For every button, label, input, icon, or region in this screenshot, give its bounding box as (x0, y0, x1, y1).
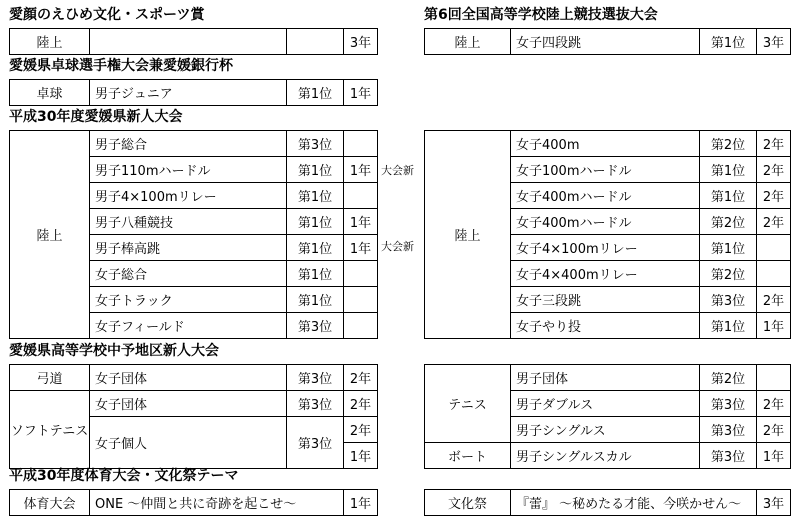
detail-cell: 男子シングルス (511, 417, 700, 443)
table-row (10, 131, 378, 157)
detail-cell: 『蕾』 〜秘めたる才能、今咲かせん〜 (511, 490, 757, 516)
detail-cell: 女子総合 (90, 261, 287, 287)
grade-cell (344, 261, 378, 287)
grade-cell: 2年 (757, 209, 791, 235)
grade-cell: 3年 (344, 29, 378, 55)
rank-cell: 第3位 (700, 287, 757, 313)
detail-cell: 女子やり投 (511, 313, 700, 339)
table-row (425, 490, 791, 516)
grade-cell: 1年 (344, 490, 378, 516)
event-cell: 卓球 (10, 80, 90, 106)
selection-table (424, 28, 791, 55)
grade-cell: 2年 (757, 131, 791, 157)
table-row (10, 490, 378, 516)
rank-cell: 第1位 (287, 209, 344, 235)
detail-cell: 女子400mハードル (511, 209, 700, 235)
detail-cell: 女子個人 (90, 417, 287, 469)
rank-cell: 第1位 (700, 29, 757, 55)
event-cell: 陸上 (10, 131, 90, 339)
detail-cell: 男子ダブルス (511, 391, 700, 417)
athletics-table (424, 130, 791, 339)
grade-cell (344, 183, 378, 209)
rank-cell: 第2位 (700, 365, 757, 391)
grade-cell (344, 287, 378, 313)
detail-cell: 男子棒高跳 (90, 235, 287, 261)
award-title: 愛顔のえひめ文化・スポーツ賞 (9, 7, 205, 23)
table-row (10, 365, 378, 391)
grade-cell: 2年 (344, 391, 378, 417)
detail-cell: 女子400m (511, 131, 700, 157)
detail-cell: 男子総合 (90, 131, 287, 157)
tabletennis-title: 愛媛県卓球選手権大会兼愛媛銀行杯 (9, 58, 233, 74)
grade-cell: 2年 (757, 391, 791, 417)
newcomer-table (9, 130, 378, 339)
rank-cell (287, 29, 344, 55)
detail-cell: 男子4×100mリレー (90, 183, 287, 209)
grade-cell: 2年 (344, 417, 378, 443)
rank-cell: 第2位 (700, 261, 757, 287)
rank-cell: 第1位 (700, 157, 757, 183)
culture-table (424, 489, 791, 516)
grade-cell: 1年 (344, 80, 378, 106)
grade-cell: 1年 (344, 209, 378, 235)
rank-cell: 第3位 (287, 131, 344, 157)
event-cell: テニス (425, 365, 511, 443)
event-cell: 陸上 (10, 29, 90, 55)
event-cell: ソフトテニス (10, 391, 90, 469)
grade-cell: 2年 (757, 287, 791, 313)
grade-cell: 2年 (757, 183, 791, 209)
grade-cell: 2年 (757, 157, 791, 183)
region-table (9, 364, 378, 469)
rank-cell: 第1位 (287, 287, 344, 313)
rank-cell: 第3位 (700, 417, 757, 443)
region-title: 愛媛県高等学校中予地区新人大会 (9, 343, 219, 359)
festival-title: 平成30年度体育大会・文化祭テーマ (9, 468, 239, 484)
rank-cell: 第1位 (287, 261, 344, 287)
grade-cell (344, 131, 378, 157)
detail-cell (90, 29, 287, 55)
detail-cell: 男子110mハードル (90, 157, 287, 183)
detail-cell: 男子団体 (511, 365, 700, 391)
rank-cell: 第1位 (287, 183, 344, 209)
rank-cell: 第3位 (287, 391, 344, 417)
detail-cell: 女子四段跳 (511, 29, 700, 55)
selection-title: 第6回全国高等学校陸上競技選抜大会 (424, 7, 658, 23)
grade-cell: 1年 (344, 235, 378, 261)
rank-cell: 第3位 (700, 391, 757, 417)
detail-cell: 男子八種競技 (90, 209, 287, 235)
rank-cell: 第1位 (700, 183, 757, 209)
grade-cell (757, 235, 791, 261)
rank-cell: 第1位 (700, 313, 757, 339)
detail-cell: 男子ジュニア (90, 80, 287, 106)
table-row (425, 29, 791, 55)
detail-cell: 女子トラック (90, 287, 287, 313)
grade-cell (344, 313, 378, 339)
detail-cell: 女子三段跳 (511, 287, 700, 313)
table-row (10, 80, 378, 106)
grade-cell: 1年 (757, 443, 791, 469)
event-cell: 体育大会 (10, 490, 90, 516)
award-table (9, 28, 378, 55)
grade-cell: 1年 (344, 157, 378, 183)
table-row (10, 29, 378, 55)
grade-cell: 3年 (757, 490, 791, 516)
rank-cell: 第2位 (700, 209, 757, 235)
festival-table (9, 489, 378, 516)
detail-cell: 女子100mハードル (511, 157, 700, 183)
grade-cell: 3年 (757, 29, 791, 55)
detail-cell: 男子シングルスカル (511, 443, 700, 469)
rank-cell: 第2位 (700, 131, 757, 157)
table-row (10, 391, 378, 417)
rank-cell: 第1位 (287, 157, 344, 183)
grade-cell (757, 261, 791, 287)
grade-cell: 2年 (757, 417, 791, 443)
detail-cell: 女子フィールド (90, 313, 287, 339)
grade-cell: 1年 (344, 443, 378, 469)
rank-cell: 第1位 (287, 235, 344, 261)
detail-cell: 女子4×400mリレー (511, 261, 700, 287)
event-cell: ボート (425, 443, 511, 469)
detail-cell: 女子団体 (90, 365, 287, 391)
event-cell: 陸上 (425, 131, 511, 339)
tennis-boat-table (424, 364, 791, 469)
detail-cell: 女子団体 (90, 391, 287, 417)
rank-cell: 第1位 (287, 80, 344, 106)
grade-cell: 1年 (757, 313, 791, 339)
record-note: 大会新 (381, 240, 414, 253)
tabletennis-table (9, 79, 378, 106)
event-cell: 弓道 (10, 365, 90, 391)
rank-cell: 第3位 (700, 443, 757, 469)
table-row (425, 365, 791, 391)
detail-cell: 女子400mハードル (511, 183, 700, 209)
detail-cell: ONE 〜仲間と共に奇跡を起こせ〜 (90, 490, 344, 516)
table-row (425, 443, 791, 469)
record-note: 大会新 (381, 164, 414, 177)
rank-cell: 第3位 (287, 417, 344, 469)
rank-cell: 第3位 (287, 365, 344, 391)
grade-cell: 2年 (344, 365, 378, 391)
grade-cell (757, 365, 791, 391)
rank-cell: 第1位 (700, 235, 757, 261)
newcomer-title: 平成30年度愛媛県新人大会 (9, 109, 183, 125)
detail-cell: 女子4×100mリレー (511, 235, 700, 261)
event-cell: 文化祭 (425, 490, 511, 516)
table-row (425, 131, 791, 157)
rank-cell: 第3位 (287, 313, 344, 339)
event-cell: 陸上 (425, 29, 511, 55)
